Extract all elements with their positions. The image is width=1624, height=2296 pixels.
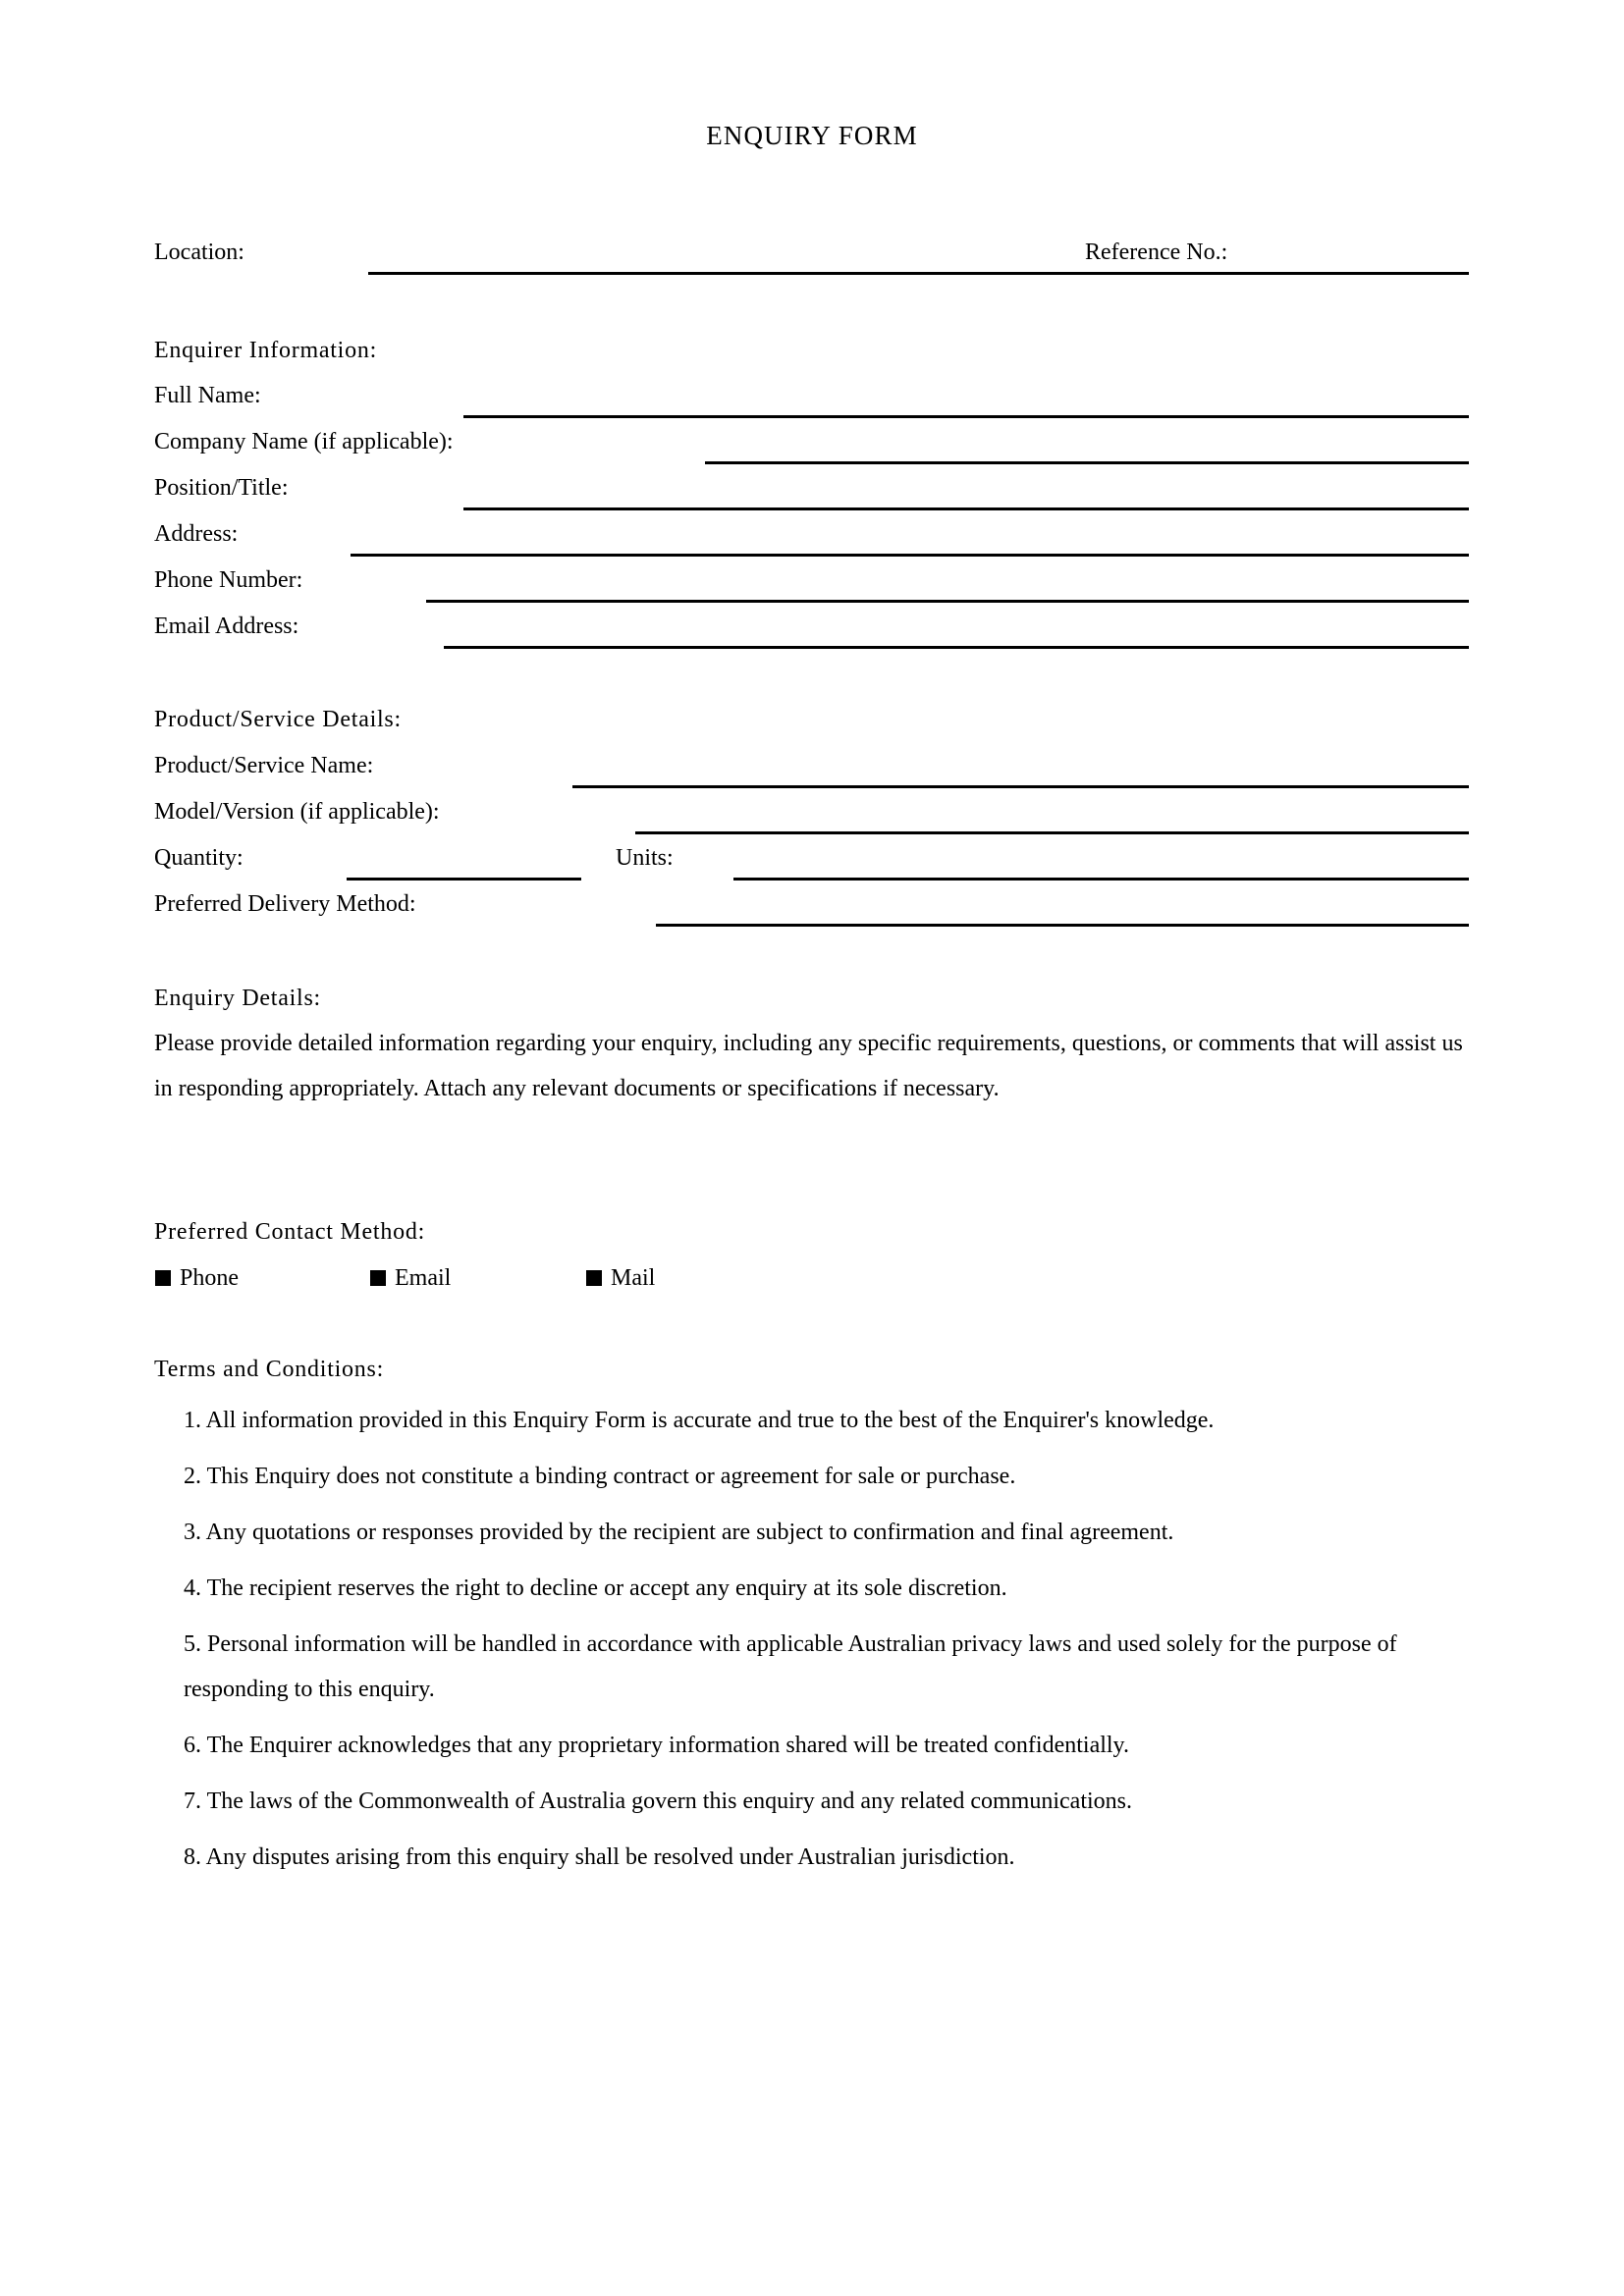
units-input-rule[interactable]	[733, 878, 1469, 881]
term-item: 7. The laws of the Commonwealth of Australia govern this enquiry and any related communications.	[184, 1789, 1132, 1814]
company-name-input-rule[interactable]	[705, 461, 1469, 464]
units-label: Units:	[616, 845, 674, 871]
filled-square-checkbox-icon[interactable]	[370, 1270, 386, 1286]
location-label: Location:	[154, 240, 244, 265]
preferred-delivery-method-label: Preferred Delivery Method:	[154, 891, 416, 917]
email-address-input-rule[interactable]	[444, 646, 1469, 649]
model-version-input-rule[interactable]	[635, 831, 1469, 834]
phone-number-input-rule[interactable]	[426, 600, 1469, 603]
quantity-input-rule[interactable]	[347, 878, 581, 881]
reference-no-label: Reference No.:	[1085, 240, 1228, 265]
enquirer-information-heading: Enquirer Information:	[154, 338, 378, 363]
address-input-rule[interactable]	[351, 554, 1469, 557]
product-service-details-heading: Product/Service Details:	[154, 707, 402, 732]
contact-option-phone-label: Phone	[180, 1265, 239, 1291]
location-reference-input-rule[interactable]	[368, 272, 1469, 275]
term-item: 6. The Enquirer acknowledges that any proprietary information shared will be treated confidentially.	[184, 1733, 1129, 1758]
term-item: 2. This Enquiry does not constitute a binding contract or agreement for sale or purchase.	[184, 1464, 1016, 1489]
term-item: 3. Any quotations or responses provided by the recipient are subject to confirmation and final agreement.	[184, 1520, 1174, 1545]
preferred-contact-method-heading: Preferred Contact Method:	[154, 1219, 425, 1245]
filled-square-checkbox-icon[interactable]	[155, 1270, 171, 1286]
quantity-label: Quantity:	[154, 845, 244, 871]
contact-option-mail-label: Mail	[611, 1265, 656, 1291]
contact-option-email-label: Email	[395, 1265, 452, 1291]
page-title: ENQUIRY FORM	[706, 121, 918, 150]
email-address-label: Email Address:	[154, 614, 299, 639]
product-service-name-label: Product/Service Name:	[154, 753, 374, 778]
position-title-input-rule[interactable]	[463, 507, 1469, 510]
term-item: 8. Any disputes arising from this enquiry shall be resolved under Australian jurisdiction.	[184, 1844, 1015, 1870]
product-service-name-input-rule[interactable]	[572, 785, 1469, 788]
contact-option-mail[interactable]	[586, 1266, 655, 1290]
phone-number-label: Phone Number:	[154, 567, 303, 593]
company-name-label: Company Name (if applicable):	[154, 429, 454, 454]
term-item: 1. All information provided in this Enquiry Form is accurate and true to the best of the Enquirer's knowledge.	[184, 1408, 1215, 1433]
full-name-input-rule[interactable]	[463, 415, 1469, 418]
preferred-delivery-method-input-rule[interactable]	[656, 924, 1469, 927]
enquiry-details-instructions: Please provide detailed information regarding your enquiry, including any specific requirements, questions, or comments that will assist us in responding appropriately. Attach any relevant documents or specifications if necessary.	[154, 1031, 1463, 1101]
position-title-label: Position/Title:	[154, 475, 289, 501]
term-item: 5. Personal information will be handled in accordance with applicable Australian privacy laws and used solely for the purpose of responding to this enquiry.	[184, 1631, 1397, 1702]
terms-and-conditions-heading: Terms and Conditions:	[154, 1357, 385, 1382]
full-name-label: Full Name:	[154, 383, 261, 408]
term-item: 4. The recipient reserves the right to decline or accept any enquiry at its sole discretion.	[184, 1575, 1007, 1601]
model-version-label: Model/Version (if applicable):	[154, 799, 440, 825]
terms-list	[184, 1398, 1470, 1891]
contact-option-phone[interactable]	[155, 1266, 239, 1290]
contact-option-email[interactable]	[370, 1266, 451, 1290]
filled-square-checkbox-icon[interactable]	[586, 1270, 602, 1286]
enquiry-details-heading: Enquiry Details:	[154, 986, 321, 1011]
address-label: Address:	[154, 521, 239, 547]
